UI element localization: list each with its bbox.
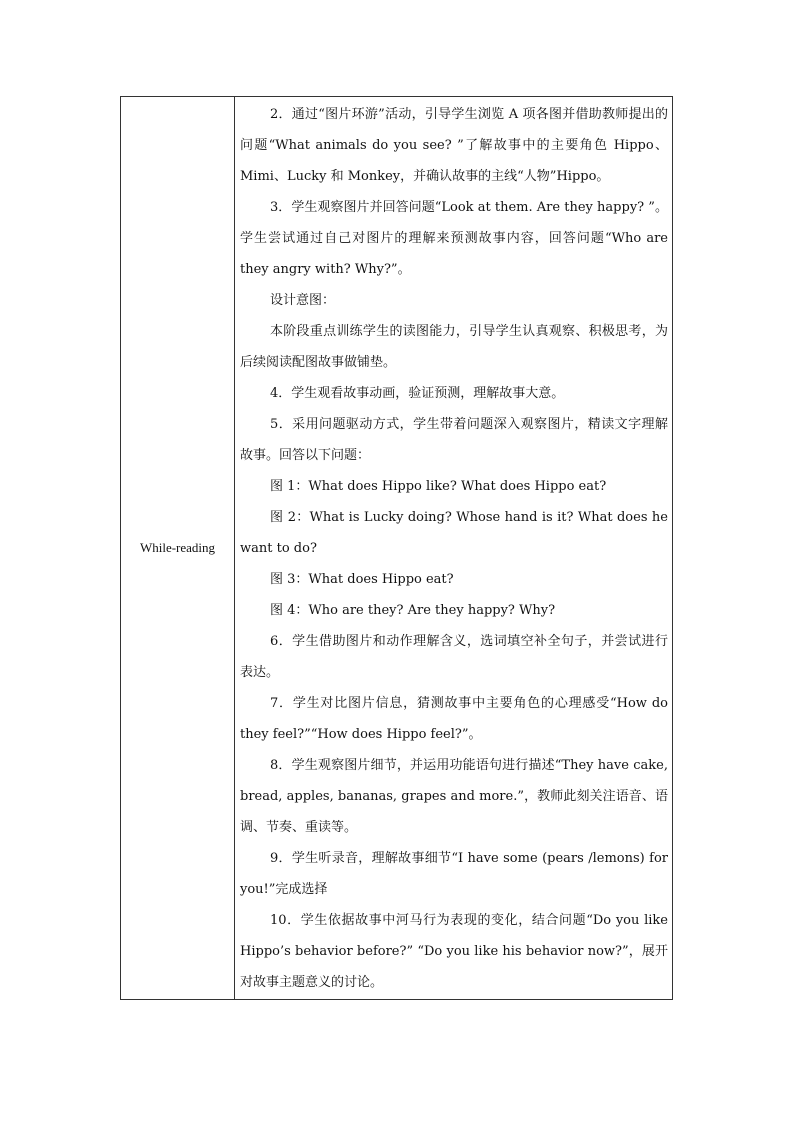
activity-paragraph: 8．学生观察图片细节，并运用功能语句进行描述“They have cake, bread, apples, bananas, grapes and more.”，教师此刻关注语音、语调、节奏、重读等。 bbox=[240, 758, 668, 835]
activity-paragraph: 5．采用问题驱动方式，学生带着问题深入观察图片，精读文字理解故事。回答以下问题： bbox=[240, 417, 668, 463]
activity-paragraph: 10．学生依据故事中河马行为表现的变化，结合问题“Do you like Hippo’s behavior before?” “Do you like his behavior now?”，展开对故事主题意义的讨论。 bbox=[240, 913, 668, 990]
activity-paragraph: 3．学生观察图片并回答问题“Look at them. Are they happy? ”。学生尝试通过自己对图片的理解来预测故事内容，回答问题“Who are they angry with? Why?”。 bbox=[240, 200, 668, 277]
activity-paragraph: 9．学生听录音，理解故事细节“I have some (pears /lemons) for you!”完成选择 bbox=[240, 851, 668, 897]
activity-paragraph: 图 4：Who are they? Are they happy? Why? bbox=[270, 603, 556, 618]
activity-paragraph: 4．学生观看故事动画，验证预测，理解故事大意。 bbox=[270, 386, 565, 401]
stage-label: While-reading bbox=[139, 540, 216, 555]
activity-paragraph: 图 1：What does Hippo like? What does Hippo eat? bbox=[270, 479, 607, 494]
activity-paragraph: 2．通过“图片环游”活动，引导学生浏览 A 项各图并借助教师提出的问题“What animals do you see? ”了解故事中的主要角色 Hippo、Mimi、Lucky 和 Monkey，并确认故事的主线“人物”Hippo。 bbox=[240, 107, 668, 184]
lesson-table bbox=[120, 96, 673, 1000]
column-divider bbox=[234, 97, 235, 999]
activity-paragraph: 6．学生借助图片和动作理解含义，选词填空补全句子，并尝试进行表达。 bbox=[240, 634, 668, 680]
activity-paragraph: 设计意图： bbox=[270, 293, 336, 308]
activity-paragraph: 本阶段重点训练学生的读图能力，引导学生认真观察、积极思考，为后续阅读配图故事做铺垫。 bbox=[240, 324, 668, 370]
activity-content bbox=[240, 99, 668, 998]
activity-paragraph: 7．学生对比图片信息，猜测故事中主要角色的心理感受“How do they feel?”“How does Hippo feel?”。 bbox=[240, 696, 668, 742]
activity-paragraph: 图 3：What does Hippo eat? bbox=[270, 572, 454, 587]
activity-paragraph: 图 2：What is Lucky doing? Whose hand is it? What does he want to do? bbox=[240, 510, 668, 556]
